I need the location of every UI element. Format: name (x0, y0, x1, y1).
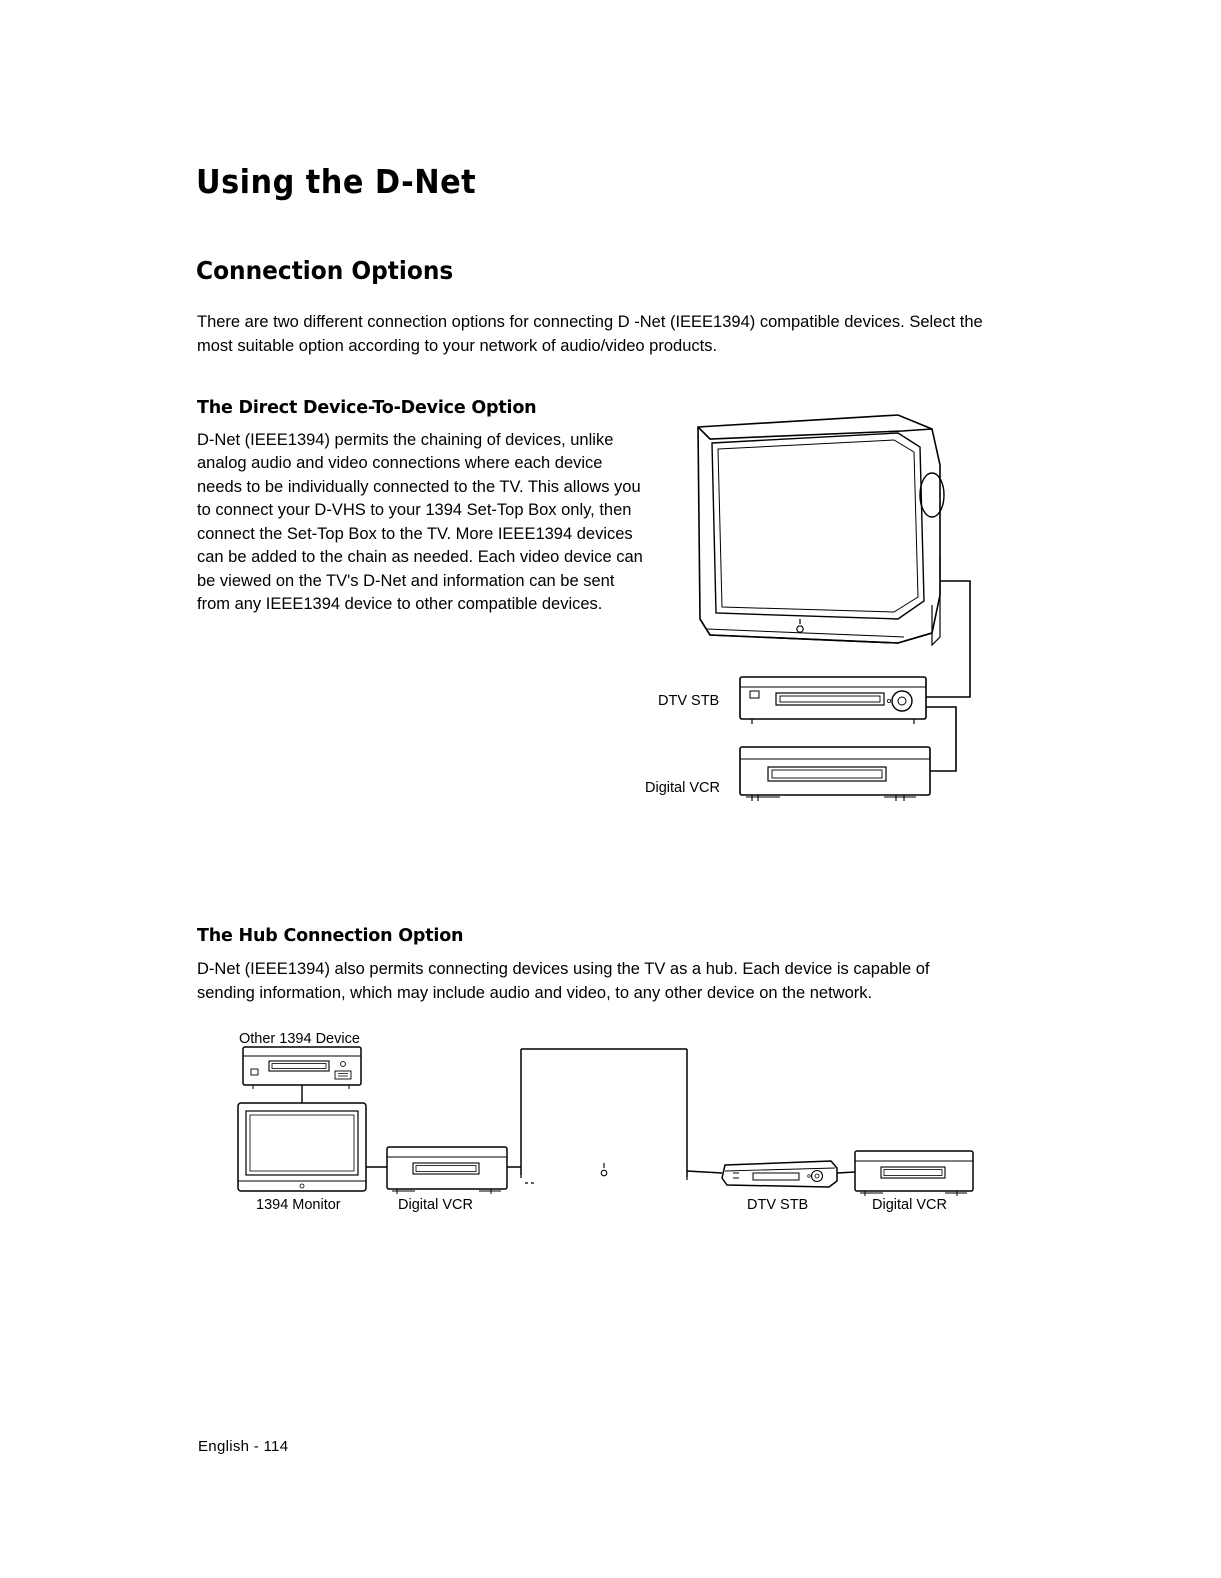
intro-paragraph: There are two different connection options for connecting D -Net (IEEE1394) compatible devices. Select the most suitable option according to your network of audio/video products. (197, 312, 983, 355)
page-title: Using the D-Net (196, 162, 477, 202)
figure-label-dtv-stb-hub: DTV STB (747, 1197, 809, 1213)
figure-label-digital-vcr-right: Digital VCR (872, 1197, 947, 1213)
figure-label-1394-monitor: 1394 Monitor (256, 1197, 341, 1213)
page-footer: English - 114 (198, 1438, 289, 1455)
figure-direct-connection (640, 405, 1000, 815)
figure-label-digital-vcr-left: Digital VCR (398, 1197, 473, 1213)
figure-label-other-1394-device: Other 1394 Device (239, 1031, 360, 1047)
direct-option-body: D-Net (IEEE1394) permits the chaining of devices, unlike analog audio and video connections where each device needs to be individually connected to the TV. This allows you to connect your D-VHS to your 1394 Set-Top Box only, then connect the Set-Top Box to the TV. More IEEE1394 devices can be added to the chain as needed. Each video device can be viewed on the TV's D-Net and information can be sent from any IEEE1394 device to other compatible devices. (197, 430, 643, 613)
section-title: Connection Options (196, 255, 454, 285)
figure-label-digital-vcr: Digital VCR (645, 780, 720, 796)
hub-option-body: D-Net (IEEE1394) also permits connecting devices using the TV as a hub. Each device is capable of sending information, which may include audio and video, to any other device on the network. (197, 959, 930, 1002)
subheading-hub-connection-option: The Hub Connection Option (197, 925, 464, 946)
subheading-direct-device-option: The Direct Device-To-Device Option (197, 397, 537, 418)
figure-label-dtv-stb: DTV STB (658, 693, 720, 709)
